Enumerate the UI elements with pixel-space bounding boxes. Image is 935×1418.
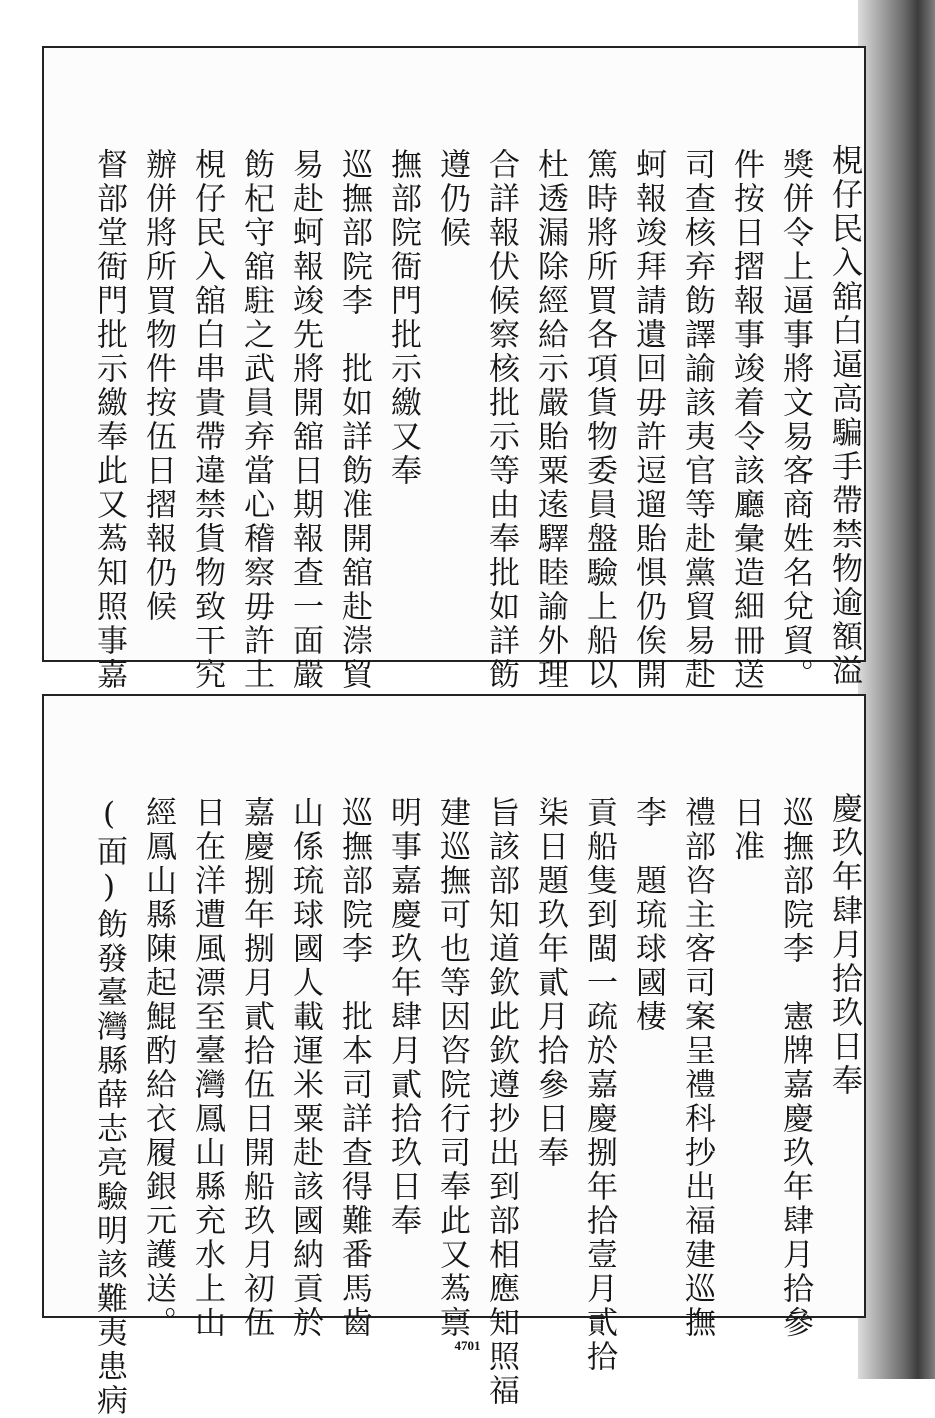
text-column: 嘉慶捌年捌月貳拾伍日開船玖月初伍 xyxy=(238,796,274,1340)
text-column: 巡撫部院李 批本司詳查得難番馬齒 xyxy=(336,796,372,1340)
page-number: 4701 xyxy=(454,1338,481,1353)
text-column: 梘仔民入舘白串貴帶違禁貨物致干究 xyxy=(189,148,225,692)
text-column: 遵仍候 xyxy=(434,148,470,250)
book-binding-shadow xyxy=(858,0,935,1379)
text-column: 山係琉球國人載運米粟赴該國納貢於 xyxy=(287,796,323,1340)
text-column: 合詳報伏候察核批示等由奉批如詳飭 xyxy=(483,148,519,692)
text-column: 明事嘉慶玖年肆月貳拾玖日奉 xyxy=(385,796,421,1238)
text-column: 杜透漏除經給示嚴貽粟逺驛睦諭外理 xyxy=(532,148,568,692)
text-column: 巡撫部院李 憲牌嘉慶玖年肆月拾參 xyxy=(777,796,813,1340)
text-column: 旨該部知道欽此欽遵抄出到部相應知照福 xyxy=(483,796,519,1408)
text-column: 梘仔民入舘白逼高騙手帶禁物逾額溢 xyxy=(826,144,862,688)
text-column: 柒日題玖年貳月拾參日奉 xyxy=(532,796,568,1170)
text-column: 督部堂衙門批示繳奉此又蒍知照事嘉 xyxy=(91,148,127,692)
text-column: 辦併將所買物件按伍日摺報仍候 xyxy=(140,148,176,624)
text-column: 獎併令上逼事將文易客商姓名兌貿。 xyxy=(777,148,813,692)
text-column: 篤時將所買各項貨物委員盤驗上船以 xyxy=(581,148,617,692)
text-column: (面)飭發臺灣縣薛志亮驗明該難夷患病 xyxy=(91,796,127,1418)
text-column: 日在洋遭風漂至臺灣鳳山縣充水上山 xyxy=(189,796,225,1340)
text-column: 司查核弃飭譯諭該夷官等赴黨貿易赴 xyxy=(679,148,715,692)
text-column: 易赴蚵報竣先將開舘日期報查一面嚴 xyxy=(287,148,323,692)
text-column: 日准 xyxy=(728,796,764,864)
text-column: 撫部院衙門批示繳又奉 xyxy=(385,148,421,488)
text-column: 李 題琉球國棲 xyxy=(630,796,666,1034)
text-column: 件按日摺報事竣着令該廳彙造細冊送 xyxy=(728,148,764,692)
upper-manuscript-panel xyxy=(42,46,866,692)
text-column: 經鳳山縣陳起鯤酌給衣履銀元護送。 xyxy=(140,796,176,1340)
text-column: 貢船隻到閩一疏於嘉慶捌年拾壹月貳拾 xyxy=(581,796,617,1374)
text-column: 蚵報竣拜請遺回毋許逗遛貽惧仍俟開 xyxy=(630,148,666,692)
text-column: 建巡撫可也等因咨院行司奉此又蒍禀 xyxy=(434,796,470,1340)
text-column: 慶玖年肆月拾玖日奉 xyxy=(826,792,862,1098)
text-column: 巡撫部院李 批如詳飭准開舘赴漴貿 xyxy=(336,148,372,692)
text-column: 飭杞守舘駐之武員弃當心稽察毋許土 xyxy=(238,148,274,692)
text-column: 禮部咨主客司案呈禮科抄出福建巡撫 xyxy=(679,796,715,1340)
